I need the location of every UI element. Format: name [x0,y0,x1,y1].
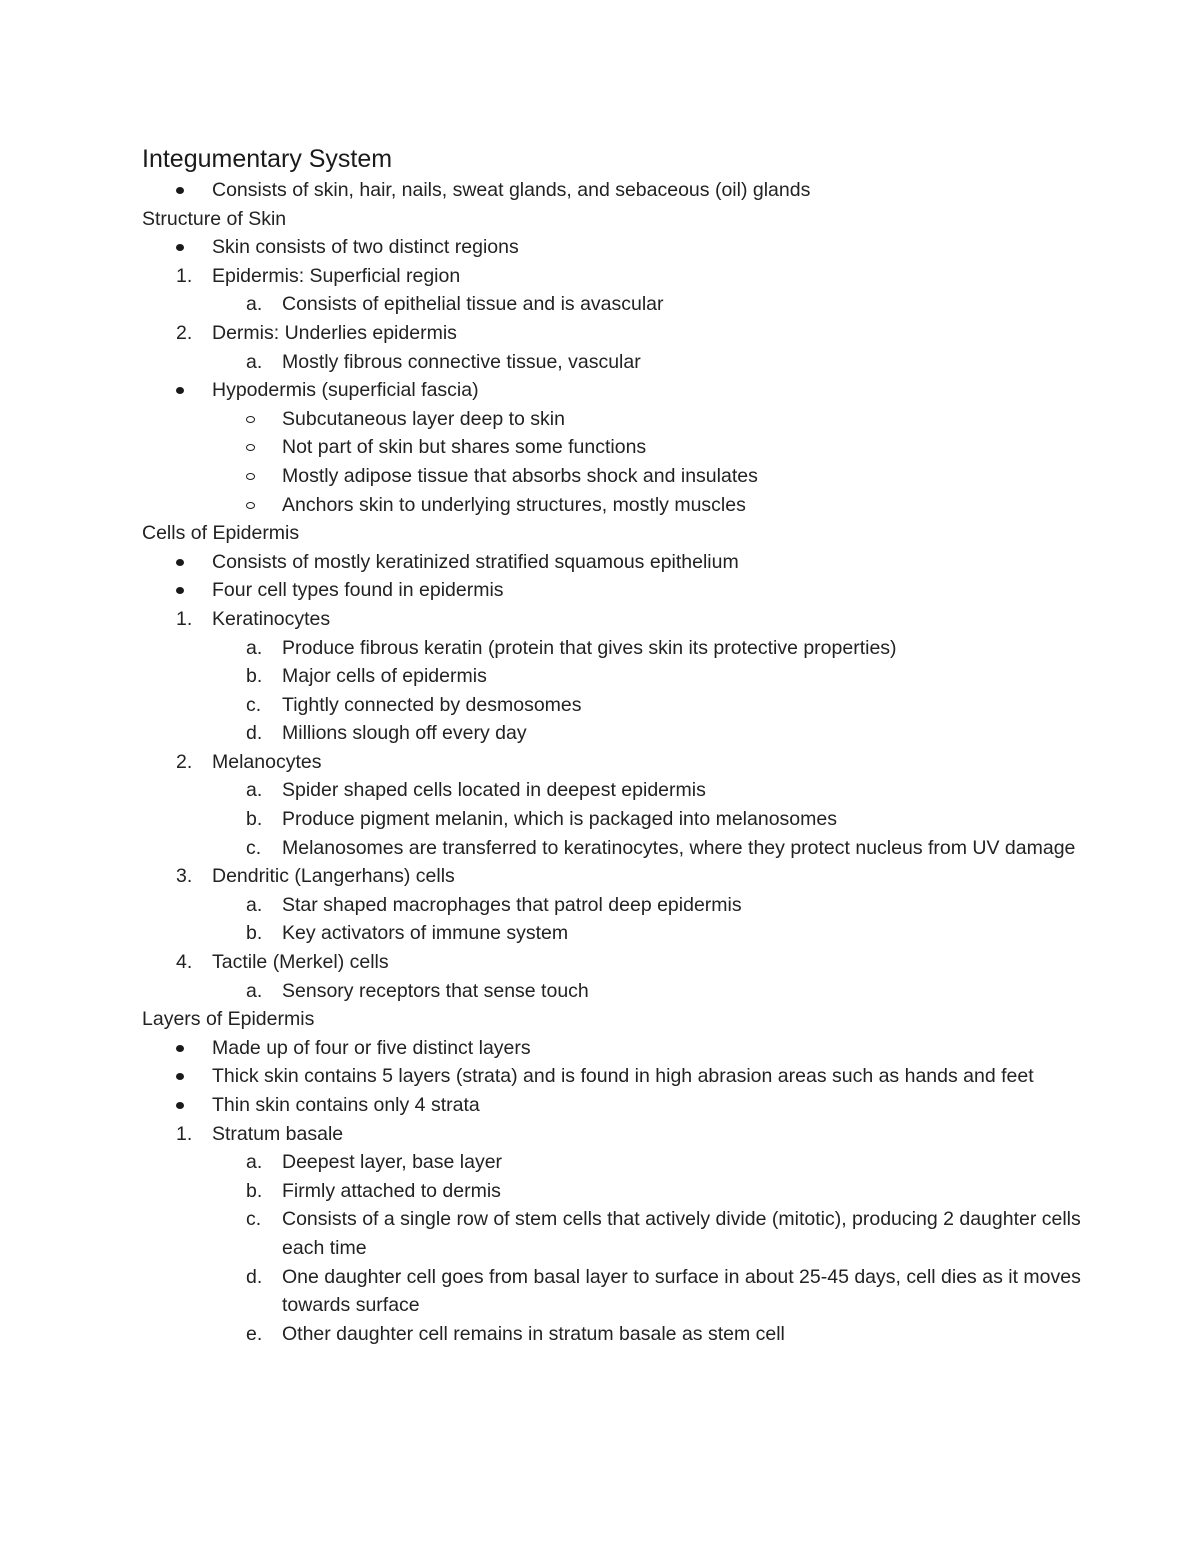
document-body [142,143,1082,1348]
list-item-text: Major cells of epidermis [282,665,487,688]
list-item-text: Dendritic (Langerhans) cells [212,865,455,888]
hollow-bullet-icon [246,444,255,451]
list-item [142,1263,1082,1320]
list-item [142,1034,1082,1063]
list-item-text: Mostly adipose tissue that absorbs shock and insulates [282,464,758,487]
list-item [142,719,1082,748]
list-item-text: Consists of epithelial tissue and is avascular [282,293,664,316]
list-item-text: Thin skin contains only 4 strata [212,1094,480,1116]
list-item [142,1120,1082,1149]
list-item-text: Consists of skin, hair, nails, sweat glands, and sebaceous (oil) glands [212,179,811,201]
bullet-icon [176,1073,184,1080]
list-item-text: One daughter cell goes from basal layer to surface in about 25-45 days, cell dies as it moves towards surface [282,1265,1081,1317]
list-item [142,290,1082,319]
bullet-icon [176,559,184,566]
list-item [142,1177,1082,1206]
list-marker: b. [246,922,263,945]
list-item [142,319,1082,348]
list-item [142,1062,1082,1091]
list-marker: e. [246,1322,263,1345]
list-marker: c. [246,693,262,716]
list-item [142,1091,1082,1120]
page-title: Integumentary System [142,145,393,173]
list-marker: a. [246,350,263,373]
list-item [142,834,1082,863]
list-item [142,262,1082,291]
bullet-icon [176,187,184,194]
list-item [142,948,1082,977]
list-item [142,891,1082,920]
list-item-text: Spider shaped cells located in deepest epidermis [282,779,706,802]
list-item-text: Made up of four or five distinct layers [212,1036,531,1059]
list-item-text: Consists of mostly keratinized stratified squamous epithelium [212,550,739,573]
list-item [142,862,1082,891]
list-item [142,634,1082,663]
list-item-text: Key activators of immune system [282,922,569,945]
list-item-text: Hypodermis (superficial fascia) [212,379,479,402]
list-item-text: Tactile (Merkel) cells [212,951,389,974]
list-item-text: Star shaped macrophages that patrol deep epidermis [282,893,742,916]
list-item [142,376,1082,405]
list-marker: 2. [176,750,193,773]
list-item-text: Melanocytes [212,750,322,773]
list-item [142,433,1082,462]
list-item [142,977,1082,1006]
list-item-text: Not part of skin but shares some functions [282,436,647,459]
list-item [142,233,1082,262]
list-item-text: Millions slough off every day [282,722,527,745]
list-item [142,776,1082,805]
list-item-text: Subcutaneous layer deep to skin [282,407,565,430]
bullet-icon [176,587,184,594]
list-item-text: Dermis: Underlies epidermis [212,321,457,344]
list-item [142,405,1082,434]
list-item [142,548,1082,577]
list-item-text: Keratinocytes [212,607,331,630]
list-item-text: Produce pigment melanin, which is packaged into melanosomes [282,808,837,831]
list-item-text: Epidermis: Superficial region [212,264,461,287]
list-marker: b. [246,665,263,688]
list-marker: 2. [176,321,193,344]
list-marker: a. [246,293,263,316]
list-marker: c. [246,1208,262,1231]
section-heading-text: Layers of Epidermis [142,1008,315,1031]
list-item-text: Four cell types found in epidermis [212,579,504,602]
list-marker: 4. [176,951,193,974]
hollow-bullet-icon [246,502,255,509]
section-heading [142,205,1082,234]
list-marker: d. [246,722,263,745]
outline-list [142,176,1082,1348]
section-heading [142,1005,1082,1034]
hollow-bullet-icon [246,473,255,480]
list-item-text: Thick skin contains 5 layers (strata) and is found in high abrasion areas such as hands and feet [212,1065,1034,1088]
list-item-text: Sensory receptors that sense touch [282,979,589,1002]
list-item [142,919,1082,948]
list-marker: a. [246,979,263,1002]
bullet-icon [176,244,184,251]
list-item [142,691,1082,720]
list-marker: 1. [176,607,193,630]
list-marker: 3. [176,865,193,888]
list-item-text: Skin consists of two distinct regions [212,236,519,259]
list-marker: a. [246,636,263,659]
list-item [142,805,1082,834]
list-marker: b. [246,1179,263,1202]
section-heading [142,519,1082,548]
list-item [142,491,1082,520]
list-item [142,605,1082,634]
list-item-text: Tightly connected by desmosomes [282,693,582,716]
list-item-text: Stratum basale [212,1122,344,1145]
section-heading-text: Cells of Epidermis [142,522,300,545]
list-marker: a. [246,893,263,916]
list-item-text: Melanosomes are transferred to keratinocytes, where they protect nucleus from UV damage [282,836,1076,859]
list-item [142,1320,1082,1349]
list-item-text: Firmly attached to dermis [282,1179,501,1202]
list-item [142,176,1082,205]
list-item-text: Anchors skin to underlying structures, mostly muscles [282,493,746,516]
bullet-icon [176,1045,184,1052]
list-marker: c. [246,836,262,859]
list-item-text: Other daughter cell remains in stratum basale as stem cell [282,1322,785,1345]
section-heading-text: Structure of Skin [142,207,287,230]
list-marker: 1. [176,264,193,287]
list-marker: a. [246,1151,263,1174]
list-marker: a. [246,779,263,802]
list-item [142,662,1082,691]
list-marker: 1. [176,1122,193,1145]
bullet-icon [176,1102,184,1109]
list-item-text: Mostly fibrous connective tissue, vascular [282,350,641,373]
list-item-text: Produce fibrous keratin (protein that gives skin its protective properties) [282,636,897,659]
list-item [142,576,1082,605]
list-item [142,1148,1082,1177]
list-item-text: Consists of a single row of stem cells that actively divide (mitotic), producing 2 daughter cells each time [282,1208,1081,1259]
list-item-text: Deepest layer, base layer [282,1151,503,1174]
bullet-icon [176,387,184,394]
list-item [142,748,1082,777]
hollow-bullet-icon [246,416,255,423]
list-marker: d. [246,1265,263,1288]
list-item [142,348,1082,377]
list-item [142,1205,1082,1262]
list-item [142,462,1082,491]
list-marker: b. [246,808,263,831]
